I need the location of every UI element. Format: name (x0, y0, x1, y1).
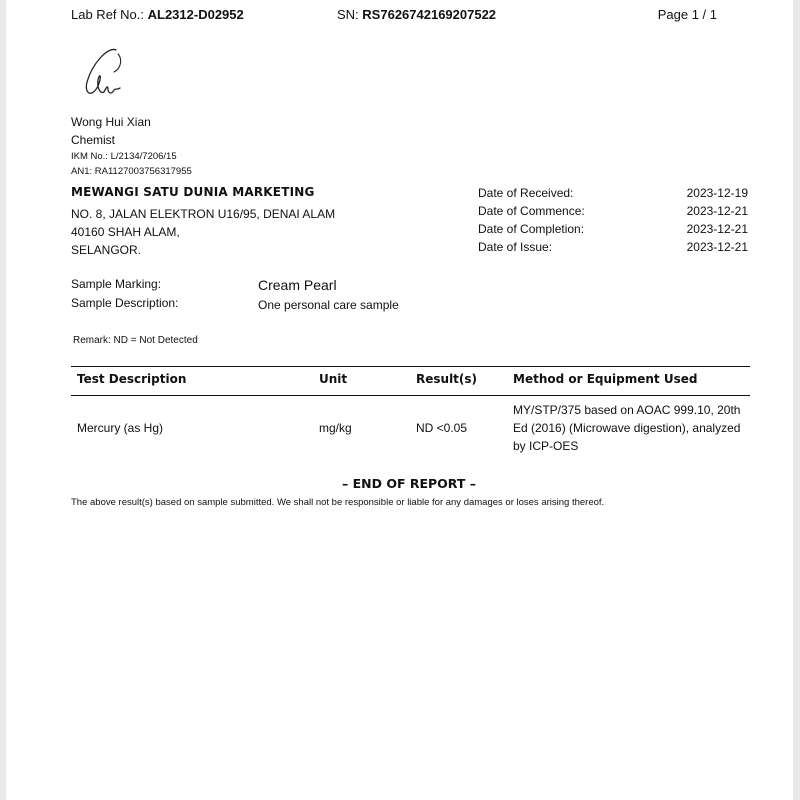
lab-ref (71, 7, 244, 22)
signature-image (78, 44, 138, 104)
date-commence-value: 2023-12-21 (686, 204, 748, 218)
client-address-line3: SELANGOR. (71, 243, 142, 257)
cell-method: MY/STP/375 based on AOAC 999.10, 20th Ed (2016) (Microwave digestion), analyzed by ICP-OES (513, 403, 741, 453)
header-results: Result(s) (416, 372, 478, 386)
date-issue-label: Date of Issue: (478, 240, 553, 254)
report-page (6, 0, 793, 800)
sample-marking-value: Cream Pearl (258, 277, 337, 293)
sample-description-value: One personal care sample (258, 298, 399, 312)
header-unit: Unit (319, 372, 348, 386)
end-of-report: – END OF REPORT – (342, 476, 476, 491)
serial-number (337, 7, 496, 22)
disclaimer: The above result(s) based on sample submitted. We shall not be responsible or liable for any damages or loses arising thereof. (71, 497, 605, 508)
date-received-value: 2023-12-19 (686, 186, 748, 200)
signatory-name: Wong Hui Xian (71, 115, 151, 129)
table-top-rule (71, 366, 750, 367)
sample-description-label: Sample Description: (71, 296, 179, 310)
date-received-label: Date of Received: (478, 186, 574, 200)
an1-number: AN1: RA1127003756317955 (71, 166, 192, 177)
sample-marking-label: Sample Marking: (71, 277, 162, 291)
date-commence-label: Date of Commence: (478, 204, 585, 218)
cell-test: Mercury (as Hg) (77, 421, 164, 435)
header-test-description: Test Description (77, 372, 187, 386)
date-completion-value: 2023-12-21 (686, 222, 748, 236)
ikm-number: IKM No.: L/2134/7206/15 (71, 151, 177, 162)
page-number: Page 1 / 1 (657, 7, 717, 22)
remark: Remark: ND = Not Detected (73, 335, 198, 346)
lab-ref-label: Lab Ref No.: (71, 7, 144, 22)
client-company: MEWANGI SATU DUNIA MARKETING (71, 185, 315, 199)
table-header-rule (71, 395, 750, 396)
client-address-line2: 40160 SHAH ALAM, (71, 225, 180, 239)
date-completion-label: Date of Completion: (478, 222, 585, 236)
cell-result: ND <0.05 (416, 421, 468, 435)
client-address-line1: NO. 8, JALAN ELEKTRON U16/95, DENAI ALAM (71, 207, 336, 221)
date-issue-value: 2023-12-21 (686, 240, 748, 254)
signatory-title: Chemist (71, 133, 116, 147)
cell-unit: mg/kg (319, 421, 352, 435)
sn-value: RS7626742169207522 (362, 7, 497, 22)
lab-ref-value: AL2312-D02952 (147, 7, 244, 22)
header-method: Method or Equipment Used (513, 372, 698, 386)
sn-label: SN: (337, 7, 359, 22)
